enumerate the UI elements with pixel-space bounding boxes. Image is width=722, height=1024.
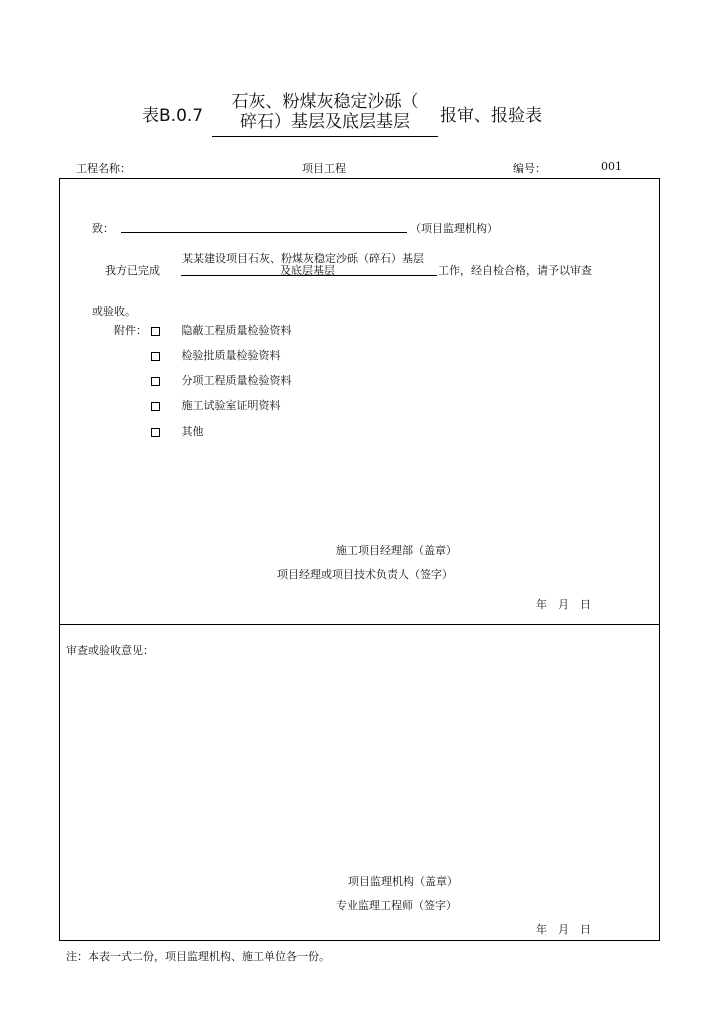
project-name-label: 工程名称： — [76, 162, 131, 175]
attachment-label: 施工试验室证明资料 — [181, 399, 281, 412]
form-title-suffix: 报审、报验表 — [440, 106, 542, 126]
project-name-value: 项目工程 — [302, 162, 346, 175]
to-field-line[interactable] — [121, 232, 407, 233]
review-opinion-label: 审查或验收意见： — [66, 644, 154, 657]
serial-number-value: 001 — [601, 160, 622, 173]
attachment-label: 其他 — [181, 425, 204, 438]
attachment-item[interactable] — [151, 423, 204, 439]
form-code: 表B.0.7 — [142, 106, 204, 126]
attachment-item[interactable] — [151, 347, 281, 363]
attachments-label: 附件： — [114, 324, 147, 337]
review-date: 年 月 日 — [536, 923, 591, 936]
project-manager-sign-label: 项目经理或项目技术负责人（签字） — [277, 568, 453, 581]
supervisor-sign-label: 专业监理工程师（签字） — [336, 899, 457, 912]
completed-label: 我方已完成 — [105, 264, 160, 277]
to-suffix: （项目监理机构） — [410, 222, 498, 235]
checkbox-icon[interactable] — [151, 327, 160, 336]
supervisor-seal-label: 项目监理机构（盖章） — [348, 875, 458, 888]
form-title-line1: 石灰、粉煤灰稳定沙砾（ — [231, 92, 419, 112]
title-underline — [212, 136, 438, 137]
to-label: 致： — [92, 222, 114, 235]
review-section — [59, 624, 660, 941]
attachment-item[interactable] — [151, 372, 292, 388]
attachment-item[interactable] — [151, 322, 292, 338]
or-accept-text: 或验收。 — [92, 305, 136, 318]
form-title — [212, 92, 438, 132]
checkbox-icon[interactable] — [151, 402, 160, 411]
submission-date: 年 月 日 — [536, 598, 591, 611]
completed-suffix: 工作，经自检合格，请予以审查 — [438, 264, 592, 277]
completed-work-field-line[interactable] — [181, 275, 437, 276]
attachment-item[interactable] — [151, 397, 281, 413]
attachment-label: 隐蔽工程质量检验资料 — [181, 324, 292, 337]
serial-number-label: 编号： — [513, 162, 546, 175]
footer-note: 注：本表一式二份，项目监理机构、施工单位各一份。 — [66, 950, 330, 963]
attachment-label: 分项工程质量检验资料 — [181, 374, 292, 387]
attachment-label: 检验批质量检验资料 — [181, 349, 281, 362]
checkbox-icon[interactable] — [151, 352, 160, 361]
checkbox-icon[interactable] — [151, 428, 160, 437]
contractor-seal-label: 施工项目经理部（盖章） — [336, 544, 457, 557]
completed-work-line1: 某某建设项目石灰、粉煤灰稳定沙砾（碎石）基层 — [182, 252, 424, 265]
checkbox-icon[interactable] — [151, 377, 160, 386]
form-title-line2: 碎石）基层及底层基层 — [240, 112, 410, 132]
completed-work-line2: 及底层基层 — [280, 264, 335, 277]
